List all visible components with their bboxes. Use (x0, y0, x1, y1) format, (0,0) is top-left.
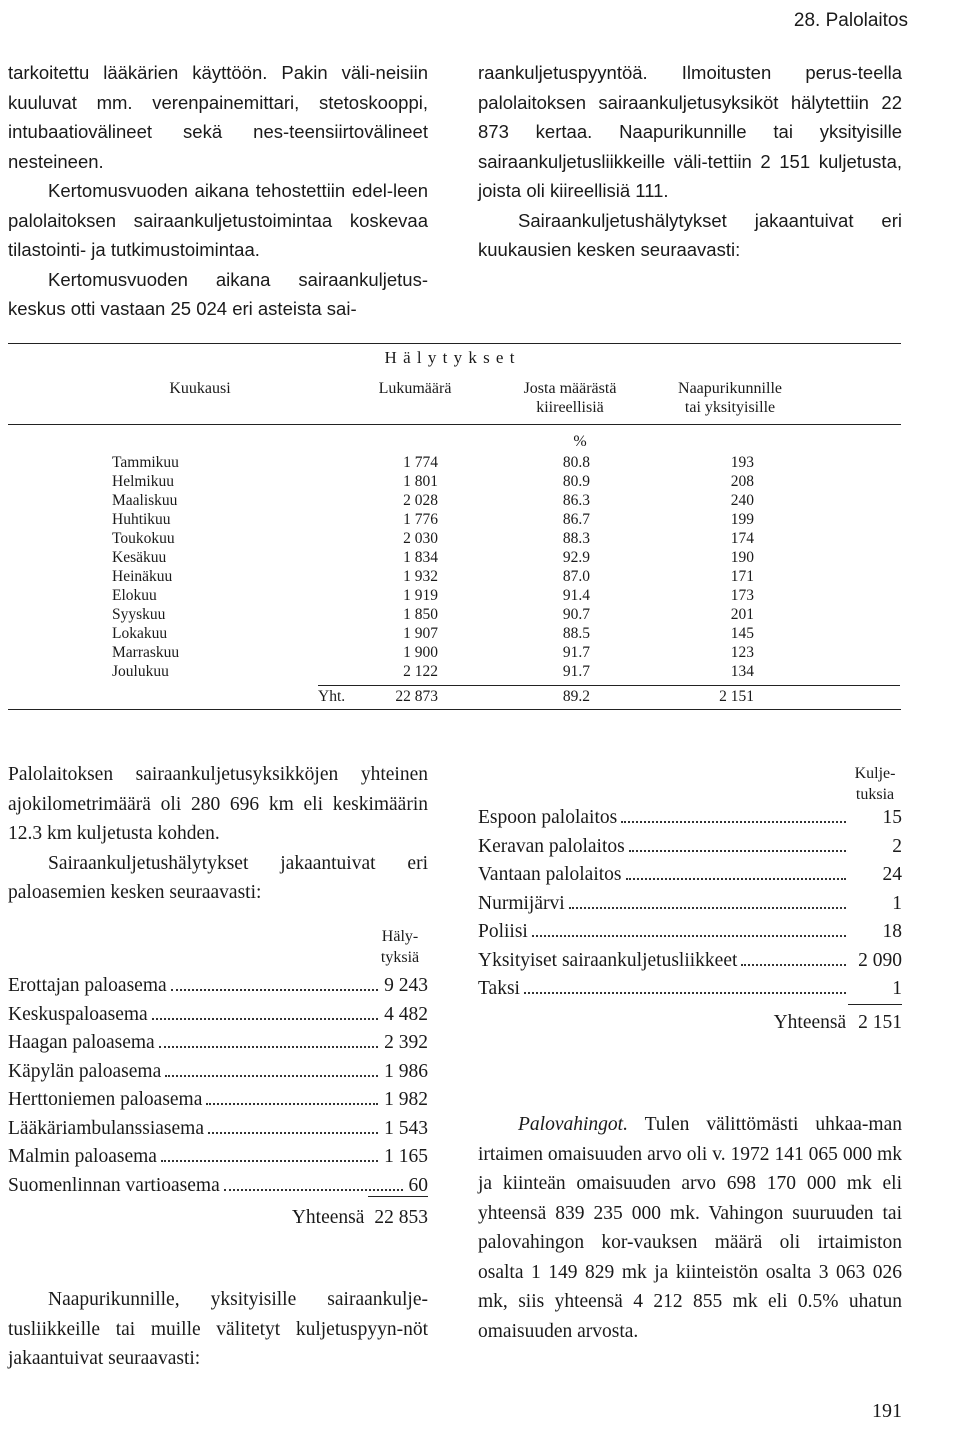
transports-intro-paragraph: Naapurikunnille, yksityisille sairaankulje-tusliikkeille tai muille välitetyt kuljetuspyyn-nöt jakaantuivat seuraavasti: (8, 1289, 428, 1369)
urgent-cell: 87.0 (562, 568, 590, 585)
station-name: Keskuspaloasema (8, 1003, 148, 1025)
table-row (0, 586, 960, 605)
station-row (8, 1172, 428, 1201)
leader-dots (206, 1103, 378, 1105)
intro-paragraph-2: Kertomusvuoden aikana tehostettiin edel-leen palolaitoksen sairaankuljetustoimintaa koskevaa tilastointi- ja tutkimustoimintaa. (8, 180, 428, 260)
month-cell: Elokuu (112, 587, 157, 604)
transport-value: 24 (882, 864, 902, 885)
urgent-cell: 86.3 (562, 492, 590, 509)
station-value: 1 982 (384, 1089, 428, 1110)
leader-dots (741, 964, 846, 966)
stations-total-value: 22 853 (374, 1207, 428, 1228)
station-value: 2 392 (384, 1032, 428, 1053)
leader-dots (629, 850, 846, 852)
table-total-row (0, 687, 960, 706)
total-urgent: 89.2 (562, 688, 590, 705)
leader-dots (532, 935, 846, 937)
station-row (8, 972, 428, 1001)
col-header-count: Lukumäärä (378, 380, 452, 397)
urgent-cell: 92.9 (562, 549, 590, 566)
station-name: Lääkäriambulanssiasema (8, 1117, 204, 1139)
neighbour-cell: 201 (730, 606, 754, 623)
transports-total-row (478, 1009, 902, 1038)
count-cell: 2 122 (403, 663, 438, 680)
month-cell: Kesäkuu (112, 549, 167, 566)
count-cell: 1 776 (403, 511, 438, 528)
urgent-cell: 91.7 (562, 663, 590, 680)
station-value: 1 543 (384, 1117, 428, 1139)
leader-dots (165, 1075, 378, 1077)
station-row (8, 1058, 428, 1087)
transport-name: Yksityiset sairaankuljetusliikkeet (478, 949, 738, 971)
total-count: 22 873 (395, 688, 438, 705)
transport-row (478, 861, 902, 890)
total-neighbour: 2 151 (719, 688, 754, 705)
urgent-cell: 90.7 (562, 606, 590, 623)
count-cell: 1 900 (403, 644, 438, 661)
transport-row (478, 804, 902, 833)
table-row (0, 491, 960, 510)
transport-value: 15 (882, 807, 902, 828)
table-row (0, 453, 960, 472)
month-cell: Heinäkuu (112, 568, 173, 585)
urgent-cell: 88.3 (562, 530, 590, 547)
table-header-rule (8, 424, 901, 425)
station-name: Suomenlinnan vartioasema (8, 1174, 220, 1196)
neighbour-cell: 208 (730, 473, 754, 490)
month-cell: Marraskuu (112, 644, 180, 661)
urgent-cell: 91.7 (562, 644, 590, 661)
leader-dots (208, 1132, 378, 1134)
leader-dots (569, 907, 846, 909)
intro-paragraph-4: raankuljetuspyyntöä. Ilmoitusten perus-teella palolaitoksen sairaankuljetusyksiköt hälytettiin 22 873 kertaa. Naapurikunnille tai yksityisille sairaankuljetusliikkeille väli-tettiin 2 151 kuljetusta, joista oli kiireellisiä 111. (478, 62, 902, 201)
neighbour-cell: 193 (730, 454, 754, 471)
stations-col-header-1: Häly- (381, 928, 419, 945)
transport-value: 1 (892, 892, 902, 914)
transport-row (478, 947, 902, 976)
month-cell: Tammikuu (112, 454, 179, 471)
urgent-cell: 88.5 (562, 625, 590, 642)
month-cell: Lokakuu (112, 625, 168, 642)
neighbour-cell: 240 (730, 492, 754, 509)
neighbour-cell: 171 (730, 568, 754, 585)
neighbour-cell: 190 (730, 549, 754, 566)
neighbour-cell: 173 (730, 587, 754, 604)
transport-name: Taksi (478, 978, 520, 999)
table-row (0, 529, 960, 548)
month-cell: Maaliskuu (112, 492, 178, 509)
col-header-neighbour-2: tai yksityisille (684, 399, 776, 416)
station-name: Käpylän paloasema (8, 1060, 162, 1082)
transport-row (478, 975, 902, 1004)
leader-dots (626, 878, 847, 880)
intro-right-column (478, 58, 902, 265)
fire-damage-heading: Palovahingot. (518, 1114, 628, 1135)
neighbour-cell: 134 (730, 663, 754, 680)
count-cell: 2 030 (403, 530, 438, 547)
count-cell: 1 919 (403, 587, 438, 604)
station-row (8, 1029, 428, 1058)
bottom-left-text (8, 1285, 428, 1374)
total-label: Yht. (318, 688, 346, 705)
month-cell: Toukokuu (112, 530, 175, 547)
stations-total-row (8, 1204, 428, 1233)
transports-col-header-1: Kulje- (854, 765, 896, 782)
stations-total-rule (368, 1196, 428, 1197)
month-cell: Joulukuu (112, 663, 169, 680)
table-total-rule (318, 685, 900, 686)
transports-total-value: 2 151 (858, 1012, 902, 1033)
leader-dots (224, 1189, 403, 1191)
count-cell: 1 834 (403, 549, 438, 566)
transport-name: Poliisi (478, 921, 528, 942)
table-bottom-rule (8, 709, 901, 710)
stations-total-label: Yhteensä (291, 1207, 365, 1228)
station-row (8, 1001, 428, 1030)
col-header-urgent-1: Josta määrästä (523, 380, 617, 397)
leader-dots (159, 1046, 378, 1048)
leader-dots (152, 1018, 378, 1020)
transport-row (478, 918, 902, 947)
transport-value: 2 090 (858, 949, 902, 971)
leader-dots (621, 821, 846, 823)
station-name: Malmin paloasema (8, 1146, 157, 1167)
count-cell: 2 028 (403, 492, 438, 509)
urgent-cell: 80.9 (562, 473, 590, 490)
transport-value: 2 (892, 835, 902, 857)
neighbour-cell: 145 (730, 625, 754, 642)
fire-damage-text (478, 1110, 902, 1346)
leader-dots (161, 1160, 378, 1162)
page-number: 191 (872, 1400, 902, 1422)
transport-name: Nurmijärvi (478, 892, 565, 914)
lower-left-text (8, 760, 428, 908)
urgent-cell: 91.4 (562, 587, 590, 604)
count-cell: 1 774 (403, 454, 438, 471)
neighbour-cell: 199 (730, 511, 754, 528)
station-name: Haagan paloasema (8, 1032, 155, 1053)
station-name: Herttoniemen paloasema (8, 1089, 203, 1110)
percent-symbol: % (573, 433, 587, 450)
count-cell: 1 850 (403, 606, 438, 623)
count-cell: 1 907 (403, 625, 438, 642)
table-row (0, 605, 960, 624)
station-row (8, 1086, 428, 1115)
stations-col-header-2: tyksiä (380, 949, 420, 966)
transport-row (478, 890, 902, 919)
station-row (8, 1143, 428, 1172)
transports-total-rule (848, 1004, 902, 1005)
transports-col-header-2: tuksia (855, 786, 895, 803)
month-cell: Syyskuu (112, 606, 166, 623)
month-cell: Helmikuu (112, 473, 174, 490)
transports-total-label: Yhteensä (773, 1012, 847, 1033)
stations-intro-paragraph: Sairaankuljetushälytykset jakaantuivat eri paloasemien kesken seuraavasti: (8, 852, 428, 903)
col-header-month: Kuukausi (169, 380, 231, 397)
urgent-cell: 86.7 (562, 511, 590, 528)
transport-value: 18 (882, 921, 902, 942)
table-row (0, 548, 960, 567)
transport-row (478, 833, 902, 862)
table-row (0, 472, 960, 491)
leader-dots (524, 992, 846, 994)
neighbour-cell: 123 (730, 644, 754, 661)
table-row (0, 567, 960, 586)
transport-name: Espoon palolaitos (478, 807, 618, 828)
intro-paragraph-5: Sairaankuljetushälytykset jakaantuivat eri kuukausien kesken seuraavasti: (478, 209, 902, 260)
count-cell: 1 932 (403, 568, 438, 585)
count-cell: 1 801 (403, 473, 438, 490)
section-header: 28. Palolaitos (793, 10, 908, 31)
intro-paragraph-3: Kertomusvuoden aikana sairaankuljetus-keskus otti vastaan 25 024 eri asteista sai- (8, 268, 428, 319)
col-header-neighbour-1: Naapurikunnille (678, 380, 782, 397)
station-value: 1 165 (384, 1146, 428, 1167)
station-value: 60 (408, 1174, 428, 1196)
transport-name: Keravan palolaitos (478, 835, 625, 857)
table-row (0, 510, 960, 529)
month-cell: Huhtikuu (112, 511, 171, 528)
km-paragraph: Palolaitoksen sairaankuljetusyksikköjen yhteinen ajokilometrimäärä oli 280 696 km eli keskimäärin 12.3 km kuljetusta kohden. (8, 764, 428, 844)
urgent-cell: 80.8 (562, 454, 590, 471)
intro-paragraph-1: tarkoitettu lääkärien käyttöön. Pakin väli-neisiin kuuluvat mm. verenpainemittari, stetoskooppi, intubaatiovälineet sekä nes-teensiirtovälineet nesteineen. (8, 62, 428, 172)
table-row (0, 624, 960, 643)
station-value: 4 482 (384, 1003, 428, 1025)
station-name: Erottajan paloasema (8, 975, 167, 996)
col-header-urgent-2: kiireellisiä (536, 399, 604, 416)
station-value: 9 243 (384, 975, 428, 996)
leader-dots (171, 989, 378, 991)
table-group-header: H ä l y t y k s e t (384, 348, 516, 367)
intro-left-column (8, 58, 428, 324)
station-row (8, 1115, 428, 1144)
table-top-rule (8, 343, 901, 344)
neighbour-cell: 174 (730, 530, 754, 547)
transport-name: Vantaan palolaitos (478, 864, 622, 885)
transport-value: 1 (892, 978, 902, 999)
station-value: 1 986 (384, 1060, 428, 1082)
table-row (0, 643, 960, 662)
fire-damage-body: Tulen välittömästi uhkaa-man irtaimen omaisuuden arvo oli v. 1972 141 065 000 mk ja kiinteän omaisuuden arvo 698 170 000 mk eli yhteensä 839 235 000 mk. Vahingon suuruuden tai palovahingon kor-vauksen määrä oli irtaimiston osalta 1 149 829 mk ja kiinteistön osalta 3 063 026 mk, siis yhteensä 4 212 855 mk eli 0.5% uhatun omaisuuden arvosta. (478, 1114, 902, 1342)
table-row (0, 662, 960, 681)
